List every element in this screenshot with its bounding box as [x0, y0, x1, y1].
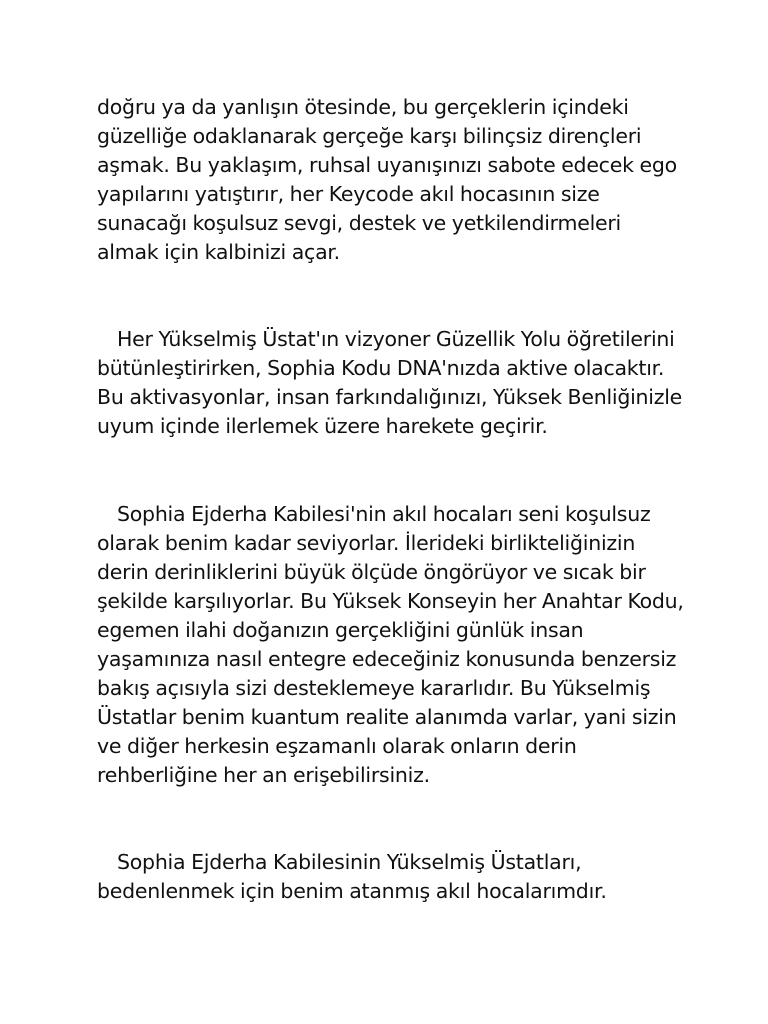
- paragraph-4-text: Sophia Ejderha Kabilesinin Yükselmiş Üstatları, bedenlenmek için benim atanmış akıl hocalarımdır.: [97, 850, 607, 903]
- paragraph-3: [97, 500, 687, 790]
- paragraph-1: [97, 93, 687, 267]
- paragraph-4: [97, 848, 687, 906]
- paragraph-2: [97, 325, 687, 441]
- paragraph-3-text: Sophia Ejderha Kabilesi'nin akıl hocaları seni koşulsuz olarak benim kadar seviyorlar. İlerideki birlikteliğinizin derin derinliklerini büyük ölçüde öngörüyor ve sıcak bir şekilde karşılıyorlar. Bu Yüksek Konseyin her Anahtar Kodu, egemen ilahi doğanızın gerçekliğini günlük insan yaşamınıza nasıl entegre edeceğiniz konusunda benzersiz bakış açısıyla sizi desteklemeye kararlıdır. Bu Yükselmiş Üstatlar benim kuantum realite alanımda varlar, yani sizin ve diğer herkesin eşzamanlı olarak onların derin rehberliğine her an erişebilirsiniz.: [97, 502, 684, 787]
- paragraph-2-text: Her Yükselmiş Üstat'ın vizyoner Güzellik Yolu öğretilerini bütünleştirirken, Sophia Kodu DNA'nızda aktive olacaktır. Bu aktivasyonlar, insan farkındalığınızı, Yüksek Benliğinizle uyum içinde ilerlemek üzere harekete geçirir.: [97, 327, 683, 438]
- paragraph-1-text: doğru ya da yanlışın ötesinde, bu gerçeklerin içindeki güzelliğe odaklanarak gerçeğe karşı bilinçsiz dirençleri aşmak. Bu yaklaşım, ruhsal uyanışınızı sabote edecek ego yapılarını yatıştırır, her Keycode akıl hocasının size sunacağı koşulsuz sevgi, destek ve yetkilendirmeleri almak için kalbinizi açar.: [97, 95, 677, 264]
